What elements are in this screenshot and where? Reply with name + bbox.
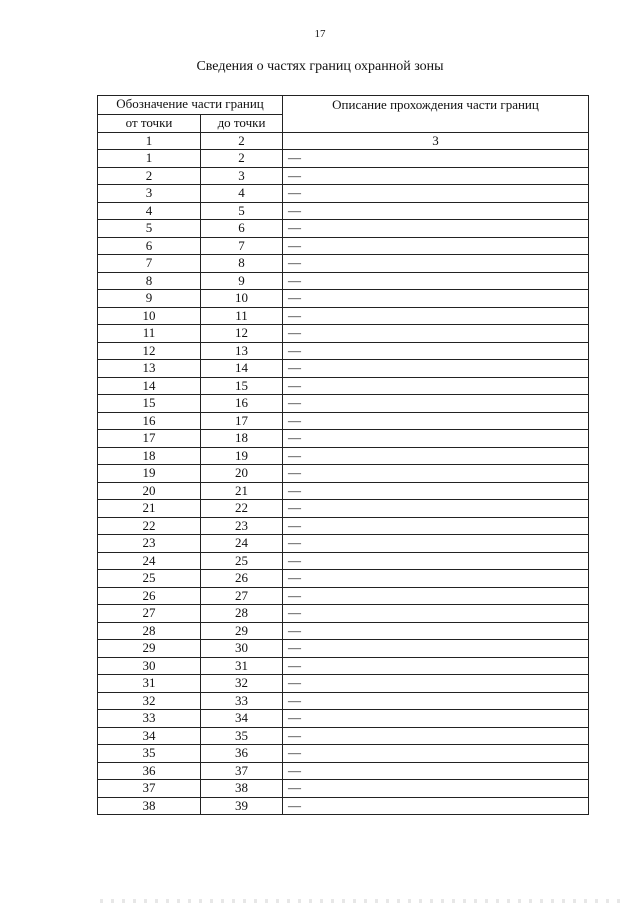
description-cell: — — [283, 202, 589, 220]
to-point-cell: 4 — [201, 185, 283, 203]
description-cell: — — [283, 710, 589, 728]
table-row — [98, 237, 589, 255]
to-point-cell: 36 — [201, 745, 283, 763]
header-from-point: от точки — [98, 115, 201, 133]
description-cell: — — [283, 220, 589, 238]
description-cell: — — [283, 237, 589, 255]
to-point-cell: 39 — [201, 797, 283, 815]
to-point-cell: 35 — [201, 727, 283, 745]
to-point-cell: 13 — [201, 342, 283, 360]
table-row — [98, 465, 589, 483]
to-point-cell: 26 — [201, 570, 283, 588]
scan-artifact — [100, 899, 620, 903]
table-row — [98, 500, 589, 518]
header-boundary-description: Описание прохождения части границ — [283, 96, 589, 133]
table-row — [98, 272, 589, 290]
from-point-cell: 24 — [98, 552, 201, 570]
to-point-cell: 33 — [201, 692, 283, 710]
to-point-cell: 10 — [201, 290, 283, 308]
from-point-cell: 16 — [98, 412, 201, 430]
from-point-cell: 9 — [98, 290, 201, 308]
description-cell: — — [283, 377, 589, 395]
from-point-cell: 2 — [98, 167, 201, 185]
table-row — [98, 412, 589, 430]
from-point-cell: 20 — [98, 482, 201, 500]
to-point-cell: 9 — [201, 272, 283, 290]
to-point-cell: 6 — [201, 220, 283, 238]
from-point-cell: 11 — [98, 325, 201, 343]
to-point-cell: 34 — [201, 710, 283, 728]
description-cell: — — [283, 535, 589, 553]
to-point-cell: 18 — [201, 430, 283, 448]
to-point-cell: 31 — [201, 657, 283, 675]
to-point-cell: 38 — [201, 780, 283, 798]
to-point-cell: 32 — [201, 675, 283, 693]
description-cell: — — [283, 167, 589, 185]
table-row — [98, 745, 589, 763]
description-cell: — — [283, 447, 589, 465]
table-row — [98, 710, 589, 728]
table-row — [98, 377, 589, 395]
boundary-parts-table — [97, 95, 589, 815]
description-cell: — — [283, 622, 589, 640]
to-point-cell: 15 — [201, 377, 283, 395]
table-row — [98, 797, 589, 815]
from-point-cell: 30 — [98, 657, 201, 675]
description-cell: — — [283, 395, 589, 413]
table-row — [98, 552, 589, 570]
table-row — [98, 640, 589, 658]
from-point-cell: 13 — [98, 360, 201, 378]
description-cell: — — [283, 605, 589, 623]
from-point-cell: 25 — [98, 570, 201, 588]
from-point-cell: 34 — [98, 727, 201, 745]
description-cell: — — [283, 412, 589, 430]
from-point-cell: 38 — [98, 797, 201, 815]
document-title: Сведения о частях границ охранной зоны — [196, 59, 444, 74]
to-point-cell: 5 — [201, 202, 283, 220]
page-number: 17 — [314, 28, 326, 40]
from-point-cell: 27 — [98, 605, 201, 623]
description-cell: — — [283, 482, 589, 500]
to-point-cell: 21 — [201, 482, 283, 500]
description-cell: — — [283, 657, 589, 675]
description-cell: — — [283, 325, 589, 343]
table-row — [98, 360, 589, 378]
to-point-cell: 25 — [201, 552, 283, 570]
from-point-cell: 7 — [98, 255, 201, 273]
from-point-cell: 31 — [98, 675, 201, 693]
description-cell: — — [283, 552, 589, 570]
table-row — [98, 535, 589, 553]
to-point-cell: 23 — [201, 517, 283, 535]
to-point-cell: 11 — [201, 307, 283, 325]
table-row — [98, 325, 589, 343]
table-row — [98, 657, 589, 675]
description-cell: — — [283, 360, 589, 378]
from-point-cell: 12 — [98, 342, 201, 360]
table-body — [98, 150, 589, 815]
to-point-cell: 29 — [201, 622, 283, 640]
to-point-cell: 22 — [201, 500, 283, 518]
table-row — [98, 517, 589, 535]
description-cell: — — [283, 290, 589, 308]
from-point-cell: 17 — [98, 430, 201, 448]
table-row — [98, 342, 589, 360]
column-number-2: 2 — [201, 132, 283, 150]
table-row — [98, 307, 589, 325]
column-number-3: 3 — [283, 132, 589, 150]
header-to-point: до точки — [201, 115, 283, 133]
table-row — [98, 605, 589, 623]
description-cell: — — [283, 272, 589, 290]
from-point-cell: 28 — [98, 622, 201, 640]
header-boundary-designation: Обозначение части границ — [98, 96, 283, 115]
to-point-cell: 24 — [201, 535, 283, 553]
from-point-cell: 29 — [98, 640, 201, 658]
to-point-cell: 16 — [201, 395, 283, 413]
header-row-1 — [98, 96, 589, 115]
description-cell: — — [283, 692, 589, 710]
description-cell: — — [283, 430, 589, 448]
column-number-row — [98, 132, 589, 150]
table-row — [98, 167, 589, 185]
table-row — [98, 202, 589, 220]
from-point-cell: 36 — [98, 762, 201, 780]
description-cell: — — [283, 640, 589, 658]
table-row — [98, 482, 589, 500]
description-cell: — — [283, 780, 589, 798]
from-point-cell: 37 — [98, 780, 201, 798]
table-row — [98, 430, 589, 448]
from-point-cell: 32 — [98, 692, 201, 710]
to-point-cell: 12 — [201, 325, 283, 343]
table-row — [98, 220, 589, 238]
description-cell: — — [283, 727, 589, 745]
description-cell: — — [283, 570, 589, 588]
table-row — [98, 587, 589, 605]
description-cell: — — [283, 745, 589, 763]
description-cell: — — [283, 185, 589, 203]
to-point-cell: 2 — [201, 150, 283, 168]
description-cell: — — [283, 517, 589, 535]
from-point-cell: 18 — [98, 447, 201, 465]
from-point-cell: 4 — [98, 202, 201, 220]
to-point-cell: 20 — [201, 465, 283, 483]
to-point-cell: 30 — [201, 640, 283, 658]
to-point-cell: 27 — [201, 587, 283, 605]
table-row — [98, 395, 589, 413]
column-number-1: 1 — [98, 132, 201, 150]
description-cell: — — [283, 307, 589, 325]
description-cell: — — [283, 797, 589, 815]
description-cell: — — [283, 675, 589, 693]
from-point-cell: 8 — [98, 272, 201, 290]
from-point-cell: 14 — [98, 377, 201, 395]
to-point-cell: 3 — [201, 167, 283, 185]
to-point-cell: 28 — [201, 605, 283, 623]
description-cell: — — [283, 255, 589, 273]
table-row — [98, 762, 589, 780]
description-cell: — — [283, 500, 589, 518]
description-cell: — — [283, 465, 589, 483]
from-point-cell: 33 — [98, 710, 201, 728]
table-row — [98, 290, 589, 308]
to-point-cell: 8 — [201, 255, 283, 273]
from-point-cell: 19 — [98, 465, 201, 483]
description-cell: — — [283, 762, 589, 780]
table-row — [98, 255, 589, 273]
from-point-cell: 10 — [98, 307, 201, 325]
to-point-cell: 7 — [201, 237, 283, 255]
from-point-cell: 3 — [98, 185, 201, 203]
from-point-cell: 26 — [98, 587, 201, 605]
table-row — [98, 727, 589, 745]
description-cell: — — [283, 342, 589, 360]
from-point-cell: 6 — [98, 237, 201, 255]
table-row — [98, 150, 589, 168]
to-point-cell: 37 — [201, 762, 283, 780]
table-row — [98, 675, 589, 693]
table-row — [98, 570, 589, 588]
table-row — [98, 780, 589, 798]
from-point-cell: 15 — [98, 395, 201, 413]
from-point-cell: 35 — [98, 745, 201, 763]
description-cell: — — [283, 150, 589, 168]
table-header — [98, 96, 589, 150]
table-row — [98, 692, 589, 710]
description-cell: — — [283, 587, 589, 605]
from-point-cell: 22 — [98, 517, 201, 535]
from-point-cell: 21 — [98, 500, 201, 518]
from-point-cell: 5 — [98, 220, 201, 238]
table-row — [98, 185, 589, 203]
from-point-cell: 23 — [98, 535, 201, 553]
table-row — [98, 447, 589, 465]
table-row — [98, 622, 589, 640]
to-point-cell: 14 — [201, 360, 283, 378]
to-point-cell: 17 — [201, 412, 283, 430]
from-point-cell: 1 — [98, 150, 201, 168]
to-point-cell: 19 — [201, 447, 283, 465]
